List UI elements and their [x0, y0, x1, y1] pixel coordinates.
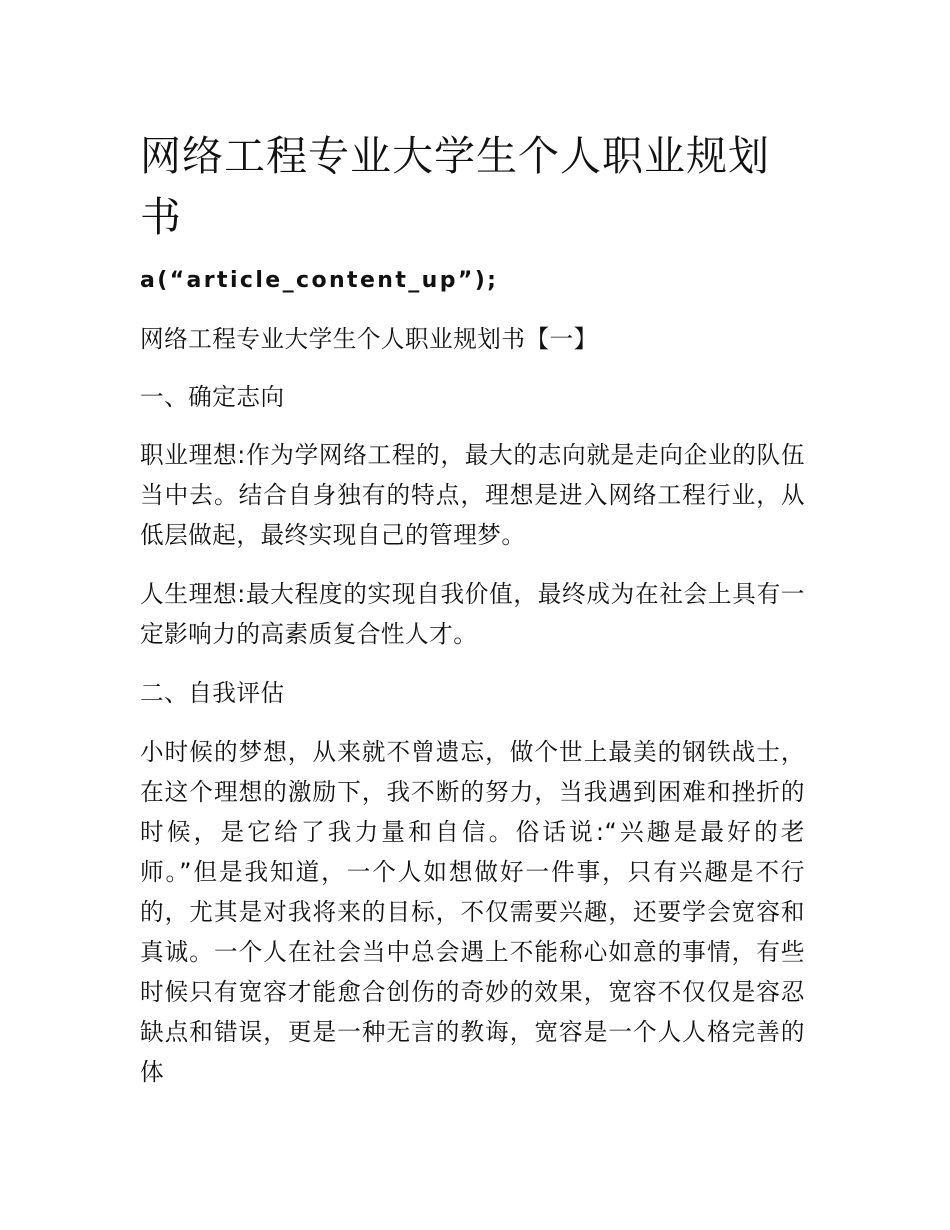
- section-heading-self-assessment: 二、自我评估: [140, 679, 285, 707]
- section-subtitle: 网络工程专业大学生个人职业规划书【一】: [140, 325, 598, 353]
- section-heading-determine-aspiration: 一、确定志向: [140, 383, 285, 411]
- script-code-line: a(“article_content_up”);: [140, 268, 499, 293]
- paragraph-life-ideal: 人生理想:最大程度的实现自我价值，最终成为在社会上具有一定影响力的高素质复合性人才。: [140, 580, 805, 648]
- paragraph-career-ideal: 职业理想:作为学网络工程的，最大的志向就是走向企业的队伍当中去。结合自身独有的特点，理想是进入网络工程行业，从低层做起，最终实现自己的管理梦。: [140, 441, 805, 549]
- paragraph-self-assessment: 小时候的梦想，从来就不曾遗忘，做个世上最美的钢铁战士，在这个理想的激励下，我不断的努力，当我遇到困难和挫折的时候，是它给了我力量和自信。俗话说:“兴趣是最好的老师。”但是我知道，一个人如想做好一件事，只有兴趣是不行的，尤其是对我将来的目标，不仅需要兴趣，还要学会宽容和真诚。一个人在社会当中总会遇上不能称心如意的事情，有些时候只有宽容才能愈合创伤的奇妙的效果，宽容不仅仅是容忍缺点和错误，更是一种无言的教诲，宽容是一个人人格完善的体: [140, 738, 805, 1086]
- document-page: [140, 126, 805, 1092]
- document-title: 网络工程专业大学生个人职业规划书: [140, 132, 770, 241]
